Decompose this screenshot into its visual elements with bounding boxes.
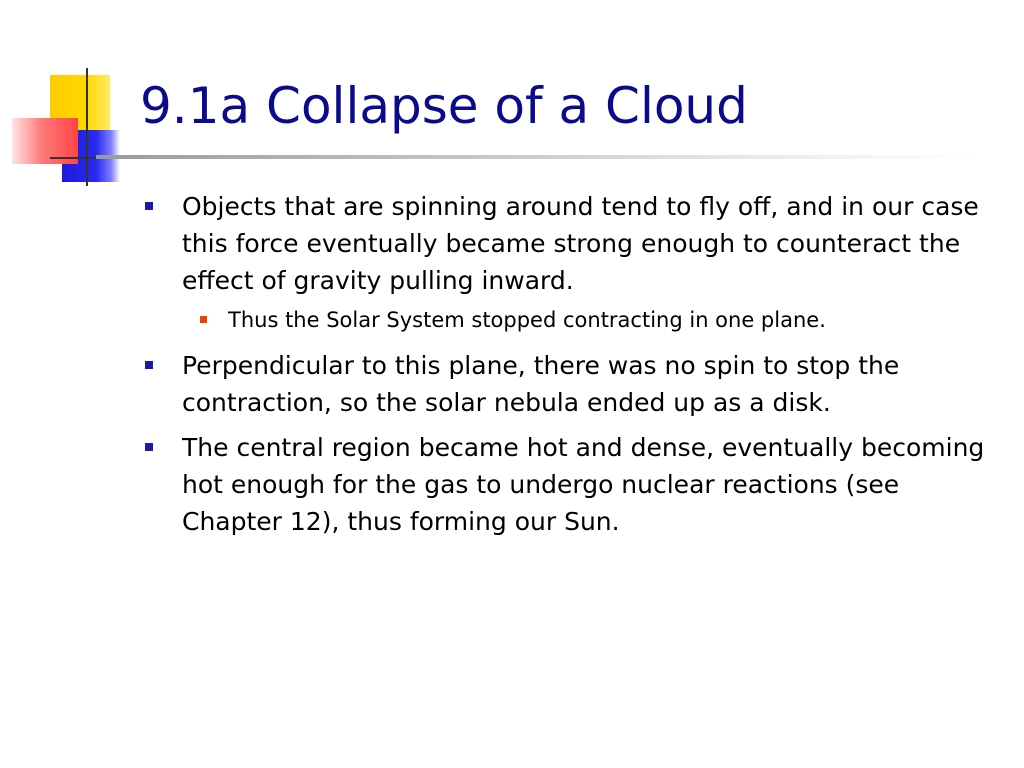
- square-bullet-icon: [145, 202, 153, 210]
- bullet-list: [140, 188, 1000, 548]
- sub-bullet-text: Thus the Solar System stopped contracting in one plane.: [228, 308, 826, 332]
- square-bullet-icon: [145, 443, 153, 451]
- square-sub-bullet-icon: [200, 316, 207, 323]
- bullet-text: The central region became hot and dense, eventually becoming hot enough for the gas to undergo nuclear reactions (see Chapter 12), thus forming our Sun.: [182, 433, 985, 536]
- bullet-item: [140, 347, 1000, 421]
- bullet-item: [140, 188, 1000, 299]
- square-bullet-icon: [145, 361, 153, 369]
- sub-bullet-item: [222, 303, 1000, 337]
- bullet-text: Perpendicular to this plane, there was no spin to stop the contraction, so the solar nebula ended up as a disk.: [182, 351, 900, 417]
- logo-vertical-line: [86, 68, 88, 186]
- title-underline-rule: [96, 155, 976, 159]
- slide-title: 9.1a Collapse of a Cloud: [140, 77, 748, 135]
- bullet-text: Objects that are spinning around tend to fly off, and in our case this force eventually became strong enough to counteract the effect of gravity pulling inward.: [182, 192, 979, 295]
- bullet-item: [140, 429, 1000, 540]
